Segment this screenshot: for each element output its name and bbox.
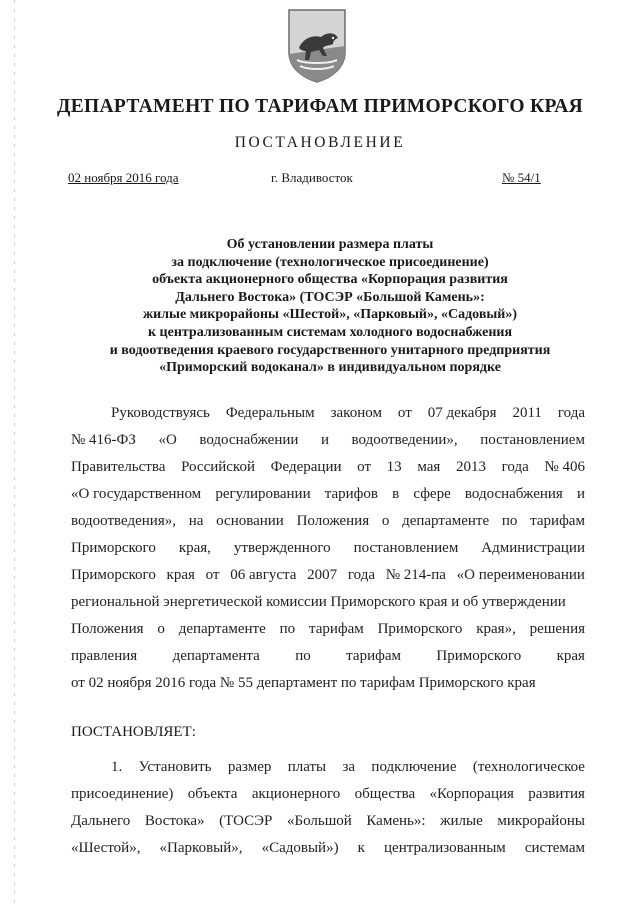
text-line (71, 481, 585, 508)
text-line (71, 535, 585, 562)
word: года (501, 459, 529, 475)
text-line (71, 616, 585, 643)
word: края, (178, 540, 211, 556)
word: «Садовый») (261, 840, 339, 856)
word: Приморского (71, 540, 156, 556)
word: сфере (413, 486, 451, 502)
word: Российской (181, 459, 255, 475)
subject-line: жилые микрорайоны «Шестой», «Парковый», «Садовый») (142, 307, 518, 323)
subject-line: «Приморский водоканал» в индивидуальном порядке (159, 360, 501, 376)
word: Установить (138, 759, 212, 775)
word: Положения (296, 513, 370, 529)
subject-line: и водоотведения краевого государственного унитарного предприятия (109, 342, 551, 358)
word: постановлением (480, 432, 585, 448)
text-line (71, 754, 585, 781)
word: о (157, 621, 165, 637)
word: департаменте (178, 621, 266, 637)
word: основании (216, 513, 284, 529)
word: законом (330, 405, 382, 421)
word: 13 (386, 459, 402, 475)
word: развития (528, 786, 585, 802)
word: от 02 ноября 2016 года № 55 департамент по тарифам Приморского края (71, 675, 536, 691)
subject-line: объекта акционерного общества «Корпорация развития (152, 272, 508, 288)
word: Руководствуясь (111, 405, 210, 421)
text-line (71, 400, 585, 427)
word: Правительства (71, 459, 166, 475)
word: акционерного (251, 786, 341, 802)
word: «О государственном (71, 486, 202, 502)
word: Востока» (144, 813, 205, 829)
text-line (71, 670, 585, 697)
word: микрорайоны (497, 813, 585, 829)
document-number: № 54/1 (502, 170, 541, 185)
word: (ТОСЭР (219, 813, 273, 829)
word: тарифам (530, 513, 585, 529)
word: 07 декабря (427, 405, 497, 421)
text-line (71, 589, 585, 616)
word: правления (71, 648, 138, 664)
word: тарифов (324, 486, 378, 502)
word: водоотведения», (71, 513, 176, 529)
word: от (397, 405, 412, 421)
word: по (295, 648, 311, 664)
word: Камень»: (366, 813, 426, 829)
text-line (71, 835, 585, 862)
word: 2011 (512, 405, 542, 421)
word: «Корпорация (429, 786, 514, 802)
text-line (71, 508, 585, 535)
word: Приморского (377, 621, 463, 637)
word: в (392, 486, 400, 502)
subject-line: к централизованным системам холодного водоснабжения (147, 324, 513, 340)
word: 1. (111, 759, 123, 775)
word: от (205, 567, 220, 583)
word: решения (529, 621, 585, 637)
word: подключение (371, 759, 457, 775)
word: на (188, 513, 204, 529)
word: 2007 (307, 567, 338, 583)
word: № 406 (544, 459, 585, 475)
word: Федерации (270, 459, 342, 475)
word: и (576, 486, 585, 502)
word: за (342, 759, 356, 775)
word: Дальнего (71, 813, 131, 829)
word: (технологическое (472, 759, 585, 775)
word: водоотведении», (351, 432, 458, 448)
word: края (556, 648, 585, 664)
document-type: ПОСТАНОВЛЕНИЕ (234, 134, 406, 151)
word: № 214-па (385, 567, 446, 583)
subject-line: Дальнего Востока» (ТОСЭР «Большой Камень»: (175, 289, 485, 305)
word: водоснабжения (464, 486, 563, 502)
clause-1-paragraph (71, 754, 585, 862)
word: департаменте (402, 513, 490, 529)
subject-heading (40, 236, 620, 377)
word: «Шестой», (71, 840, 141, 856)
text-line (71, 454, 585, 481)
word: постановлением (353, 540, 459, 556)
word: и (320, 432, 329, 448)
word: размер (227, 759, 272, 775)
word: «Парковый», (159, 840, 243, 856)
word: утвержденного (233, 540, 331, 556)
word: о (381, 513, 390, 529)
word: года (557, 405, 585, 421)
word: департамента (172, 648, 260, 664)
word: № 416-ФЗ (71, 432, 136, 448)
word: объекта (187, 786, 238, 802)
word: жилые (440, 813, 483, 829)
document-city: г. Владивосток (271, 170, 353, 185)
word: платы (287, 759, 327, 775)
word: системам (524, 840, 585, 856)
word: регулировании (215, 486, 311, 502)
word: водоснабжении (199, 432, 299, 448)
preamble-paragraph (71, 400, 585, 697)
word: Приморского (71, 567, 156, 583)
word: от (357, 459, 372, 475)
text-line (71, 808, 585, 835)
text-line (71, 781, 585, 808)
word: «О переименовании (456, 567, 585, 583)
subject-line: Об установлении размера платы (226, 237, 434, 252)
department-title: ДЕПАРТАМЕНТ ПО ТАРИФАМ ПРИМОРСКОГО КРАЯ (57, 96, 583, 117)
word: Приморского (436, 648, 522, 664)
word: общества (354, 786, 416, 802)
coat-of-arms-icon (283, 8, 351, 84)
word: Администрации (481, 540, 585, 556)
word: Федеральным (225, 405, 315, 421)
word: края (166, 567, 195, 583)
word: к (357, 840, 365, 856)
word: мая (417, 459, 441, 475)
word: тарифам (308, 621, 364, 637)
text-line (71, 562, 585, 589)
word: централизованным (384, 840, 506, 856)
word: тарифам (346, 648, 401, 664)
document-date: 02 ноября 2016 года (68, 170, 179, 185)
word: «Большой (286, 813, 352, 829)
text-line (71, 427, 585, 454)
text-line (71, 643, 585, 670)
word: Положения (71, 621, 144, 637)
word: региональной энергетической комиссии Приморского края и об утверждении (71, 594, 566, 610)
word: 06 августа (230, 567, 297, 583)
word: по (279, 621, 296, 637)
word: «О (158, 432, 177, 448)
word: по (501, 513, 518, 529)
word: 2013 (455, 459, 486, 475)
word: года (347, 567, 375, 583)
decree-word: ПОСТАНОВЛЯЕТ: (71, 724, 196, 740)
word: присоединение) (71, 786, 174, 802)
subject-line: за подключение (технологическое присоединение) (171, 254, 489, 270)
word: края», (476, 621, 516, 637)
